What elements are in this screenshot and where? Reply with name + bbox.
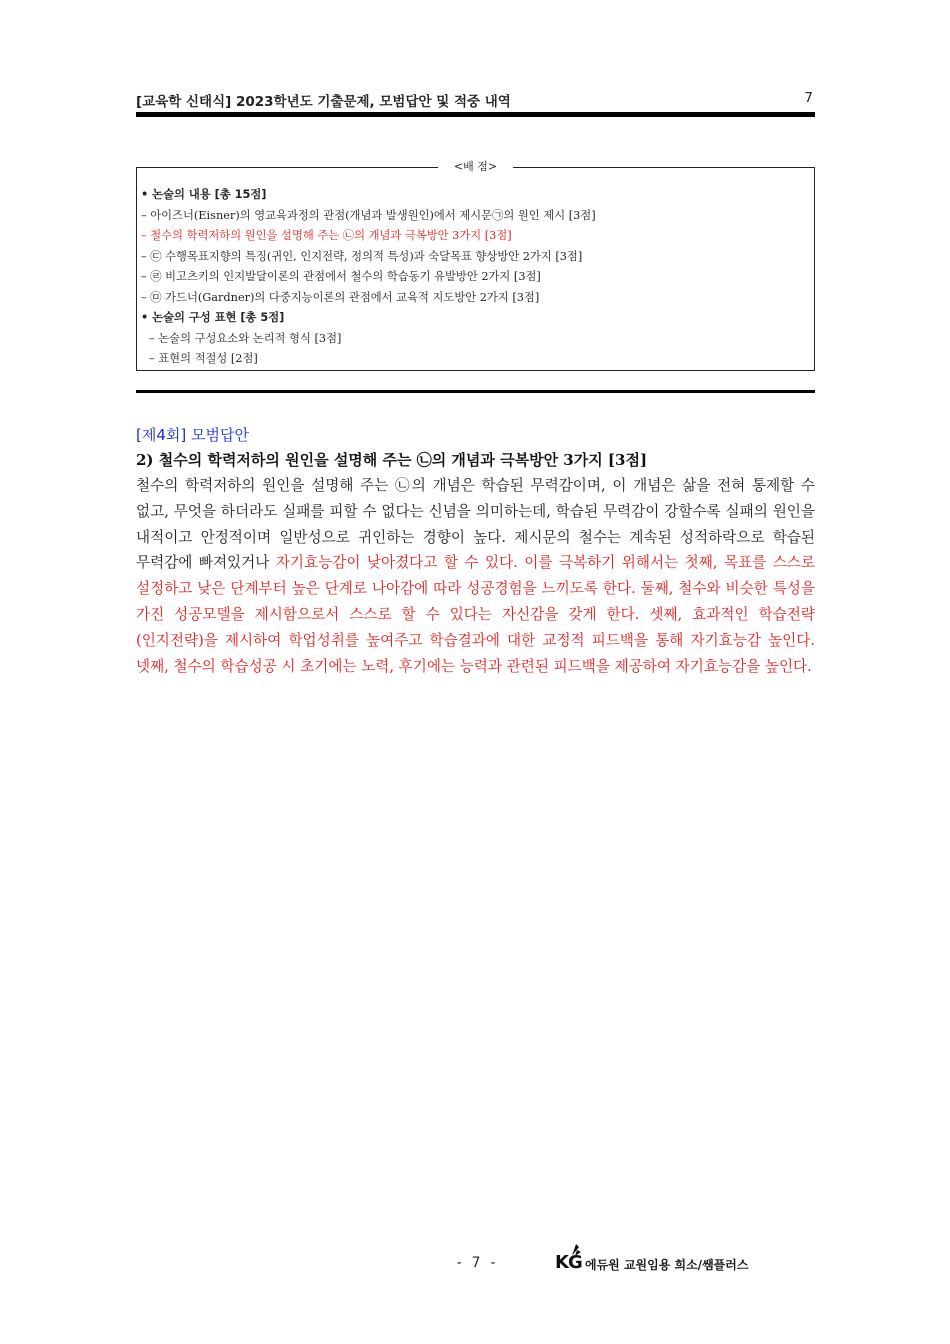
- footer-brand: 에듀원 교원임용 희소/쌤플러스: [585, 1258, 749, 1272]
- score-line: – 논술의 구성요소와 논리적 형식 [3점]: [149, 331, 342, 345]
- model-answer: [136, 473, 815, 679]
- score-line: • 논술의 내용 [총 15점]: [141, 188, 267, 201]
- publisher-logo: [555, 1243, 775, 1275]
- answer-normal-text: 철수의 학력저하의 원인을 설명해 주는 ㉡의 개념은 학습된 무력감이며, 이 개념은 삶을 전혀 통제할 수 없고, 무엇을 하더라도 실패를 피할 수 없다는 신념을 의미하는데, 학습된 무력감이 강할수록 실패의 원인을 내적이고 안정적이며 일반성으로 귀인하는 경향이 높다. 제시문의 철수는 계속된 성적하락으로 학습된 무력감에 빠져있거나: [136, 477, 815, 572]
- footer-page-number: - 7 -: [455, 1255, 498, 1271]
- header-rule: [136, 112, 815, 117]
- score-line: – ㉣ 비고츠키의 인지발달이론의 관점에서 철수의 학습동기 유발방안 2가지 [3점]: [141, 270, 541, 283]
- score-line: – ㉢ 수행목표지향의 특징(귀인, 인지전략, 정의적 특성)과 숙달목표 향상방안 2가지 [3점]: [141, 249, 583, 263]
- score-lines: [141, 185, 810, 370]
- answer-highlight-text: 자기효능감이 낮아졌다고 할 수 있다. 이를 극복하기 위해서는 첫째, 목표를 스스로 설정하고 낮은 단계부터 높은 단계로 나아감에 따라 성공경험을 느끼도록 한다. 둘째, 철수와 비슷한 특성을 가진 성공모델을 제시함으로서 스스로 할 수 있다는 자신감을 갖게 한다. 셋째, 효과적인 학습전략(인지전략)을 제시하여 학업성취를 높여주고 학습결과에 대한 교정적 피드백을 통해 자기효능감 높인다. 넷째, 철수의 학습성공 시 초기에는 노력, 후기에는 능력과 관련된 피드백을 제공하여 자기효능감을 높인다.: [136, 554, 815, 675]
- question-title: 2) 철수의 학력저하의 원인을 설명해 주는 ㉡의 개념과 극복방안 3가지 [3점]: [136, 451, 648, 469]
- score-line: – ㉤ 가드너(Gardner)의 다중지능이론의 관점에서 교육적 지도방안 2가지 [3점]: [141, 290, 540, 304]
- section-divider: [136, 390, 815, 393]
- score-line: • 논술의 구성 표현 [총 5점]: [141, 311, 285, 324]
- header-page-number: 7: [804, 90, 813, 106]
- score-line: – 철수의 학력저하의 원인을 설명해 주는 ㉡의 개념과 극복방안 3가지 [3점]: [141, 229, 512, 242]
- score-box: [136, 160, 815, 371]
- score-box-legend: <배 점>: [137, 159, 814, 175]
- logo-kg: KG: [555, 1252, 582, 1273]
- header-title: [교육학 신태식] 2023학년도 기출문제, 모범답안 및 적중 내역: [136, 94, 511, 110]
- page-header: [136, 86, 815, 110]
- section-title: [제4회] 모범답안: [136, 426, 249, 444]
- score-line: – 아이즈너(Eisner)의 영교육과정의 관점(개념과 발생원인)에서 제시문㉠의 원인 제시 [3점]: [141, 208, 596, 222]
- score-line: – 표현의 적절성 [2점]: [149, 352, 258, 365]
